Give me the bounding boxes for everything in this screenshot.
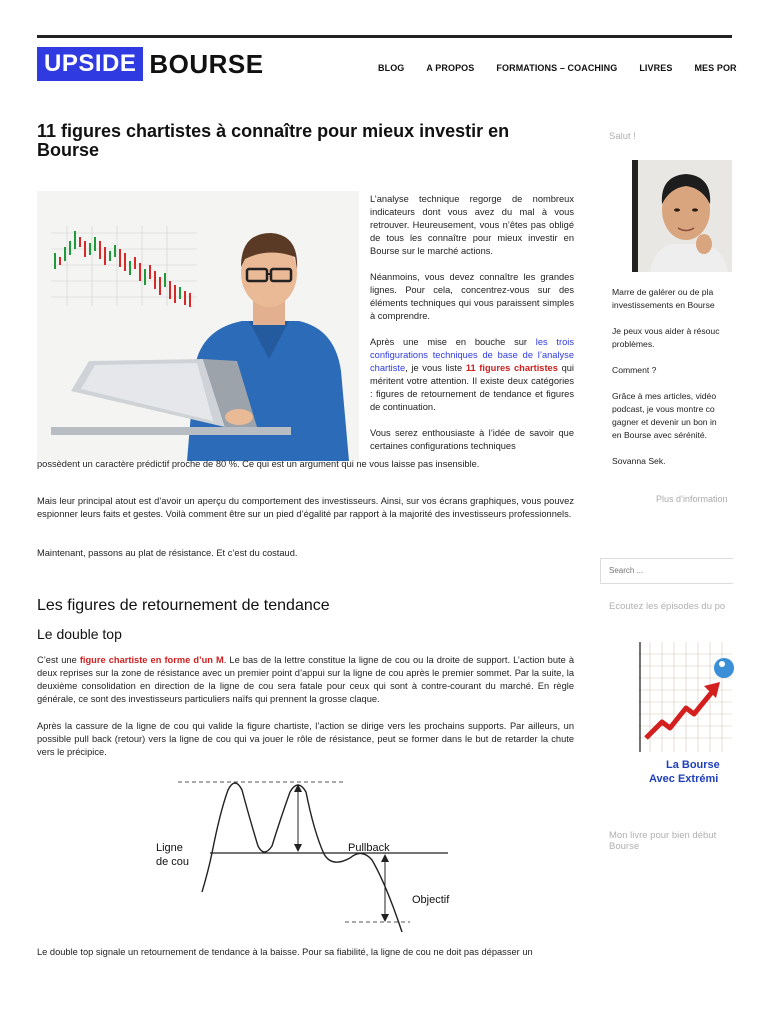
intro-paragraph-1: L’analyse technique regorge de nombreux indicateurs dont vous avez du mal à vous retrouver. Heureusement, vous n’êtes pas obligé de tous les connaître pour mieux investir en Bourse sur le marché actions.: [370, 194, 574, 256]
intro-column: [370, 193, 574, 466]
book-heading-line2: Bourse: [609, 841, 640, 852]
intro-paragraph-3-text-b: , je vous liste: [405, 363, 466, 373]
bio-line: [612, 377, 732, 390]
main-nav: [378, 58, 737, 74]
truncated-paragraph-text: Le double top signale un retournement de tendance à la baisse. Pour sa fiabilité, la ligne de cou ne doit pas dépasser un: [37, 947, 533, 957]
intro-paragraph-3-text-c: qui méritent votre attention. Il existe deux catégories : figures de retournement de tendance et figures de continuation.: [370, 363, 574, 412]
paragraph-4-continued: possèdent un caractère prédictif proche de 80 %. Ce qui est un argument qui ne vous laisse pas insensible.: [37, 459, 480, 469]
section-heading-retournement: Les figures de retournement de tendance: [37, 597, 330, 614]
bio-line: investissements en Bourse: [612, 300, 715, 310]
intro-paragraph-2: Néanmoins, vous devez connaître les grandes lignes. Pour cela, concentrez-vous sur des éléments techniques qui vous paraissent simples à comprendre.: [370, 272, 574, 321]
nav-formations-coaching[interactable]: FORMATIONS – COACHING: [496, 63, 618, 73]
article-header: [37, 122, 574, 160]
link-trois-configurations[interactable]: les trois configurations techniques de base de l’analyse chartiste: [370, 337, 574, 373]
logo-bourse: BOURSE: [149, 49, 264, 79]
paragraph-6-wrap: [37, 547, 574, 560]
site-logo[interactable]: [37, 47, 264, 81]
nav-mes-portefeuilles[interactable]: MES POR: [694, 63, 737, 73]
podcast-heading: Ecoutez les épisodes du po: [609, 601, 726, 612]
bio-line: [612, 312, 732, 325]
search-box: [600, 558, 733, 584]
book-heading-line1: Mon livre pour bien début: [609, 830, 717, 841]
podcast-cover-line1: La Bourse: [666, 759, 720, 771]
diagram-label-ligne: Ligne: [156, 842, 183, 854]
bio-line: Je peux vous aider à résouc: [612, 326, 720, 336]
double-top-text-a: C’est une: [37, 655, 80, 665]
double-top-paragraph-1-text: [37, 654, 574, 706]
bio-line: podcast, je vous montre co: [612, 404, 715, 414]
intro-paragraph-3-text-a: Après une mise en bouche sur: [370, 337, 536, 347]
paragraph-5: Mais leur principal atout est d’avoir un aperçu du comportement des investisseurs. Ainsi, sur vos écrans graphiques, vous pouvez espionner leurs faits et gestes. Voilà comment être sur un pied d’égalité par rapport à la majorité des investisseurs professionnels.: [37, 496, 574, 519]
bio-line: Comment ?: [612, 365, 657, 375]
bio-line: en Bourse avec sérénité.: [612, 430, 708, 440]
hero-image: [37, 191, 359, 461]
header-top-rule: [37, 35, 732, 38]
double-top-paragraph-1: [37, 654, 574, 706]
link-figure-m[interactable]: figure chartiste en forme d’un M: [79, 655, 224, 665]
book-heading: [609, 830, 732, 852]
bio-line: [612, 442, 732, 455]
link-11-figures[interactable]: 11 figures chartistes: [465, 363, 558, 373]
more-info-link[interactable]: Plus d’information: [656, 494, 728, 504]
diagram-label-objectif: Objectif: [412, 894, 450, 906]
sidebar-greeting: Salut !: [609, 131, 636, 142]
paragraph-6: Maintenant, passons au plat de résistance. Et c’est du costaud.: [37, 548, 298, 558]
truncated-paragraph: [37, 947, 574, 958]
nav-a-propos[interactable]: A PROPOS: [426, 63, 475, 73]
double-top-paragraph-2: [37, 720, 574, 759]
bio-line: gagner et devenir un bon in: [612, 417, 717, 427]
double-top-paragraph-2-text: Après la cassure de la ligne de cou qui valide la figure chartiste, l’action se dirige vers les prochains supports. Par ailleurs, un possible pull back (retour) vers la ligne de cou qui va jouer le rôle de résistance, peut se former dans le but de retarder la chute vers le précipice.: [37, 721, 574, 757]
paragraph-5-wrap: [37, 495, 574, 521]
double-top-diagram: [150, 772, 465, 940]
podcast-cover[interactable]: [638, 642, 732, 788]
subsection-heading-double-top: Le double top: [37, 626, 122, 642]
bio-line: Sovanna Sek.: [612, 456, 666, 466]
podcast-cover-line2: Avec Extrémi: [649, 773, 719, 785]
nav-livres[interactable]: LIVRES: [639, 63, 673, 73]
logo-upside: UPSIDE: [37, 47, 143, 81]
search-input[interactable]: [601, 559, 735, 581]
author-avatar: [632, 160, 732, 272]
intro-paragraph-3: [370, 336, 574, 414]
double-top-text-b: . Le bas de la lettre constitue la ligne de cou ou la droite de support. L’action bute à deux reprises sur la zone de résistance avec un premier point d’appui sur la ligne de cou après le premier sommet. Par la suite, la deuxième consolidation en direction de la ligne de cou sera fatale pour ceux qui sont à contre-courant du marché. En règle générale, ce sont des investisseurs particuliers naïfs qui prennent la grosse claque.: [37, 655, 575, 704]
bio-line: Grâce à mes articles, vidéo: [612, 391, 717, 401]
article-title: 11 figures chartistes à connaître pour mieux investir en Bourse: [37, 121, 510, 160]
bio-line: Marre de galérer ou de pla: [612, 287, 714, 297]
diagram-label-de-cou: de cou: [156, 856, 190, 868]
bio-line: [612, 351, 732, 364]
nav-blog[interactable]: BLOG: [378, 63, 405, 73]
intro-paragraph-4: Vous serez enthousiaste à l’idée de savoir que certaines configurations techniques: [370, 428, 574, 451]
sidebar-bio: [612, 286, 732, 468]
paragraph-4-continued-wrap: [37, 443, 574, 471]
bio-line: problèmes.: [612, 339, 655, 349]
diagram-label-pullback: Pullback: [348, 842, 390, 854]
